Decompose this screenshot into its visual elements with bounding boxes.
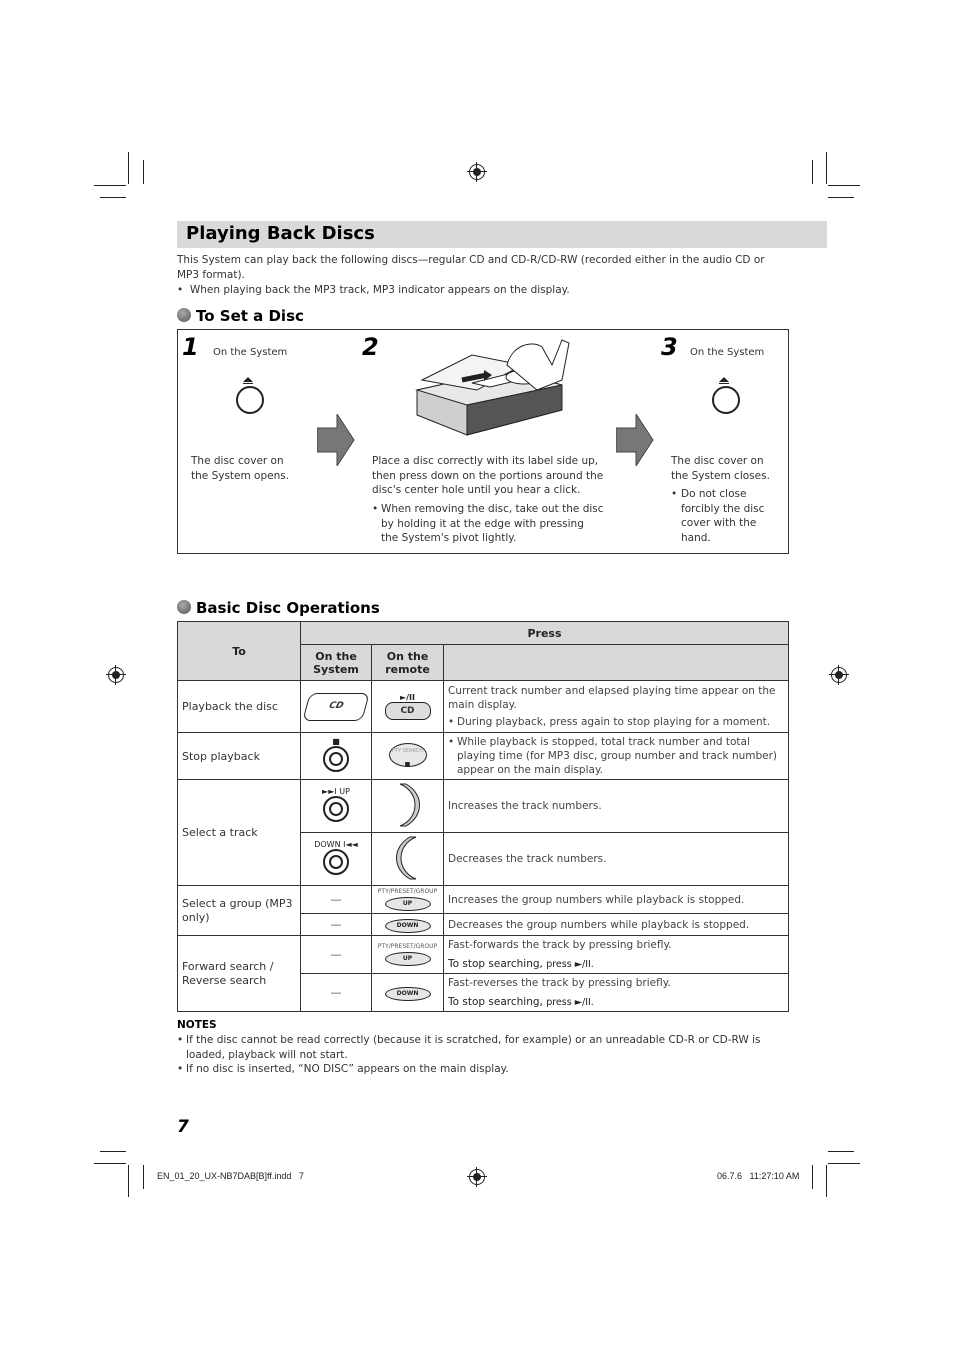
- row-desc: Increases the track numbers.: [444, 780, 789, 833]
- down-button-icon: DOWN: [385, 987, 431, 1001]
- operations-heading: Basic Disc Operations: [177, 599, 380, 617]
- remote-forward-search-button: PTY/PRESET/GROUP UP: [372, 936, 444, 974]
- row-desc: Decreases the track numbers.: [444, 833, 789, 886]
- remote-skip-up-button: [372, 780, 444, 833]
- arrow-right-icon: [317, 414, 355, 466]
- row-desc: Fast-reverses the track by pressing briefly.: [448, 976, 671, 989]
- registration-mark-bottom: [469, 1169, 485, 1185]
- device-illustration: [412, 335, 582, 440]
- step-3-label: On the System: [690, 347, 765, 358]
- step-2-note: • When removing the disc, take out the disc by holding it at the edge with pressing the System's pivot lightly.: [372, 503, 604, 544]
- row-stop-note: To stop searching, press ►/II.: [448, 957, 594, 970]
- note-item: • If no disc is inserted, “NO DISC” appears on the main display.: [177, 1063, 509, 1075]
- step-2-number: 2: [362, 333, 379, 361]
- eject-icon: [712, 386, 740, 414]
- row-system-dash: —: [301, 886, 372, 914]
- system-stop-button: ■: [301, 733, 372, 780]
- bullet-ball-icon: [177, 600, 191, 614]
- table-row: [178, 733, 789, 780]
- col-header-remote: On the remote: [372, 645, 444, 681]
- table-row: [178, 780, 789, 833]
- system-skip-down-button: DOWN I◄◄: [301, 833, 372, 886]
- row-desc: Decreases the group numbers while playback is stopped.: [444, 914, 789, 936]
- registration-mark-top: [469, 164, 485, 180]
- step-3-note: • Do not close forcibly the disc cover with the hand.: [671, 488, 765, 544]
- skip-back-arc-icon: [396, 835, 420, 881]
- row-to: Stop playback: [178, 733, 301, 780]
- step-2-text: Place a disc correctly with its label side up, then press down on the portions around the disc's center hole until you hear a click.: [372, 455, 604, 496]
- step-1-label: On the System: [213, 347, 288, 358]
- row-system-dash: —: [301, 914, 372, 936]
- down-button-icon: DOWN: [385, 919, 431, 933]
- table-row: [178, 681, 789, 733]
- notes-heading: NOTES: [177, 1019, 217, 1031]
- skip-forward-arc-icon: [396, 782, 420, 828]
- set-disc-heading: To Set a Disc: [177, 307, 304, 325]
- cd-play-icon: CD: [302, 693, 370, 721]
- intro-text: This System can play back the following discs—regular CD and CD-R/CD-RW (recorded either in the audio CD or MP3 format).: [177, 254, 765, 281]
- row-to: Forward search / Reverse search: [178, 936, 301, 1012]
- table-row: [178, 936, 789, 974]
- table-row: [178, 886, 789, 914]
- step-1-text: The disc cover on the System opens.: [191, 455, 290, 482]
- arrow-right-icon: [616, 414, 654, 466]
- bullet-ball-icon: [177, 308, 191, 322]
- remote-skip-down-button: [372, 833, 444, 886]
- operations-table: [177, 621, 789, 1012]
- col-header-to: To: [178, 622, 301, 681]
- row-desc: Fast-forwards the track by pressing briefly.: [448, 938, 672, 951]
- up-button-icon: UP: [385, 897, 431, 911]
- row-stop-note: To stop searching, press ►/II.: [448, 995, 594, 1008]
- page-number: 7: [177, 1117, 189, 1137]
- system-cd-button: [301, 681, 372, 733]
- col-header-system: On the System: [301, 645, 372, 681]
- up-button-icon: UP: [385, 952, 431, 966]
- footer-file: EN_01_20_UX-NB7DAB[B]ff.indd 7: [157, 1171, 304, 1181]
- step-1-number: 1: [182, 333, 199, 361]
- title-bar: [177, 221, 827, 248]
- skip-forward-button-icon: [323, 796, 349, 822]
- remote-cd-button: ►/II CD: [372, 681, 444, 733]
- stop-button-icon: [323, 746, 349, 772]
- cd-button-icon: CD: [385, 702, 431, 720]
- eject-icon: [236, 386, 264, 414]
- row-note: • During playback, press again to stop playing for a moment.: [448, 716, 771, 728]
- registration-mark-left: [108, 667, 124, 683]
- page-title: Playing Back Discs: [186, 223, 375, 244]
- pty-search-stop-icon: PTY SEARCH ■: [389, 743, 427, 767]
- step-3-number: 3: [661, 333, 678, 361]
- eject-button-1: [236, 377, 264, 414]
- row-note: • While playback is stopped, total track number and total playing time (for MP3 disc, group number and track number) appear on the main display.: [448, 736, 778, 776]
- row-desc: Increases the group numbers while playback is stopped.: [444, 886, 789, 914]
- row-desc: Current track number and elapsed playing time appear on the main display.: [448, 685, 776, 711]
- system-skip-up-button: ►►I UP: [301, 780, 372, 833]
- remote-group-up-button: PTY/PRESET/GROUP UP: [372, 886, 444, 914]
- footer-date: 06.7.6 11:27:10 AM: [717, 1171, 800, 1181]
- row-to: Select a group (MP3 only): [178, 886, 301, 936]
- step-3-text: The disc cover on the System closes.: [671, 455, 770, 482]
- remote-group-down-button: [372, 914, 444, 936]
- row-to: Playback the disc: [178, 681, 301, 733]
- intro-note: • When playing back the MP3 track, MP3 indicator appears on the display.: [177, 284, 570, 296]
- remote-stop-button: [372, 733, 444, 780]
- eject-button-3: [712, 377, 740, 414]
- note-item: • If the disc cannot be read correctly (because it is scratched, for example) or an unreadable CD-R or CD-RW is loaded, playback will not start.: [177, 1034, 761, 1061]
- skip-back-button-icon: [323, 849, 349, 875]
- registration-mark-right: [831, 667, 847, 683]
- col-header-press: Press: [301, 622, 789, 645]
- row-system-dash: —: [301, 936, 372, 974]
- row-to: Select a track: [178, 780, 301, 886]
- row-system-dash: —: [301, 974, 372, 1012]
- remote-reverse-search-button: [372, 974, 444, 1012]
